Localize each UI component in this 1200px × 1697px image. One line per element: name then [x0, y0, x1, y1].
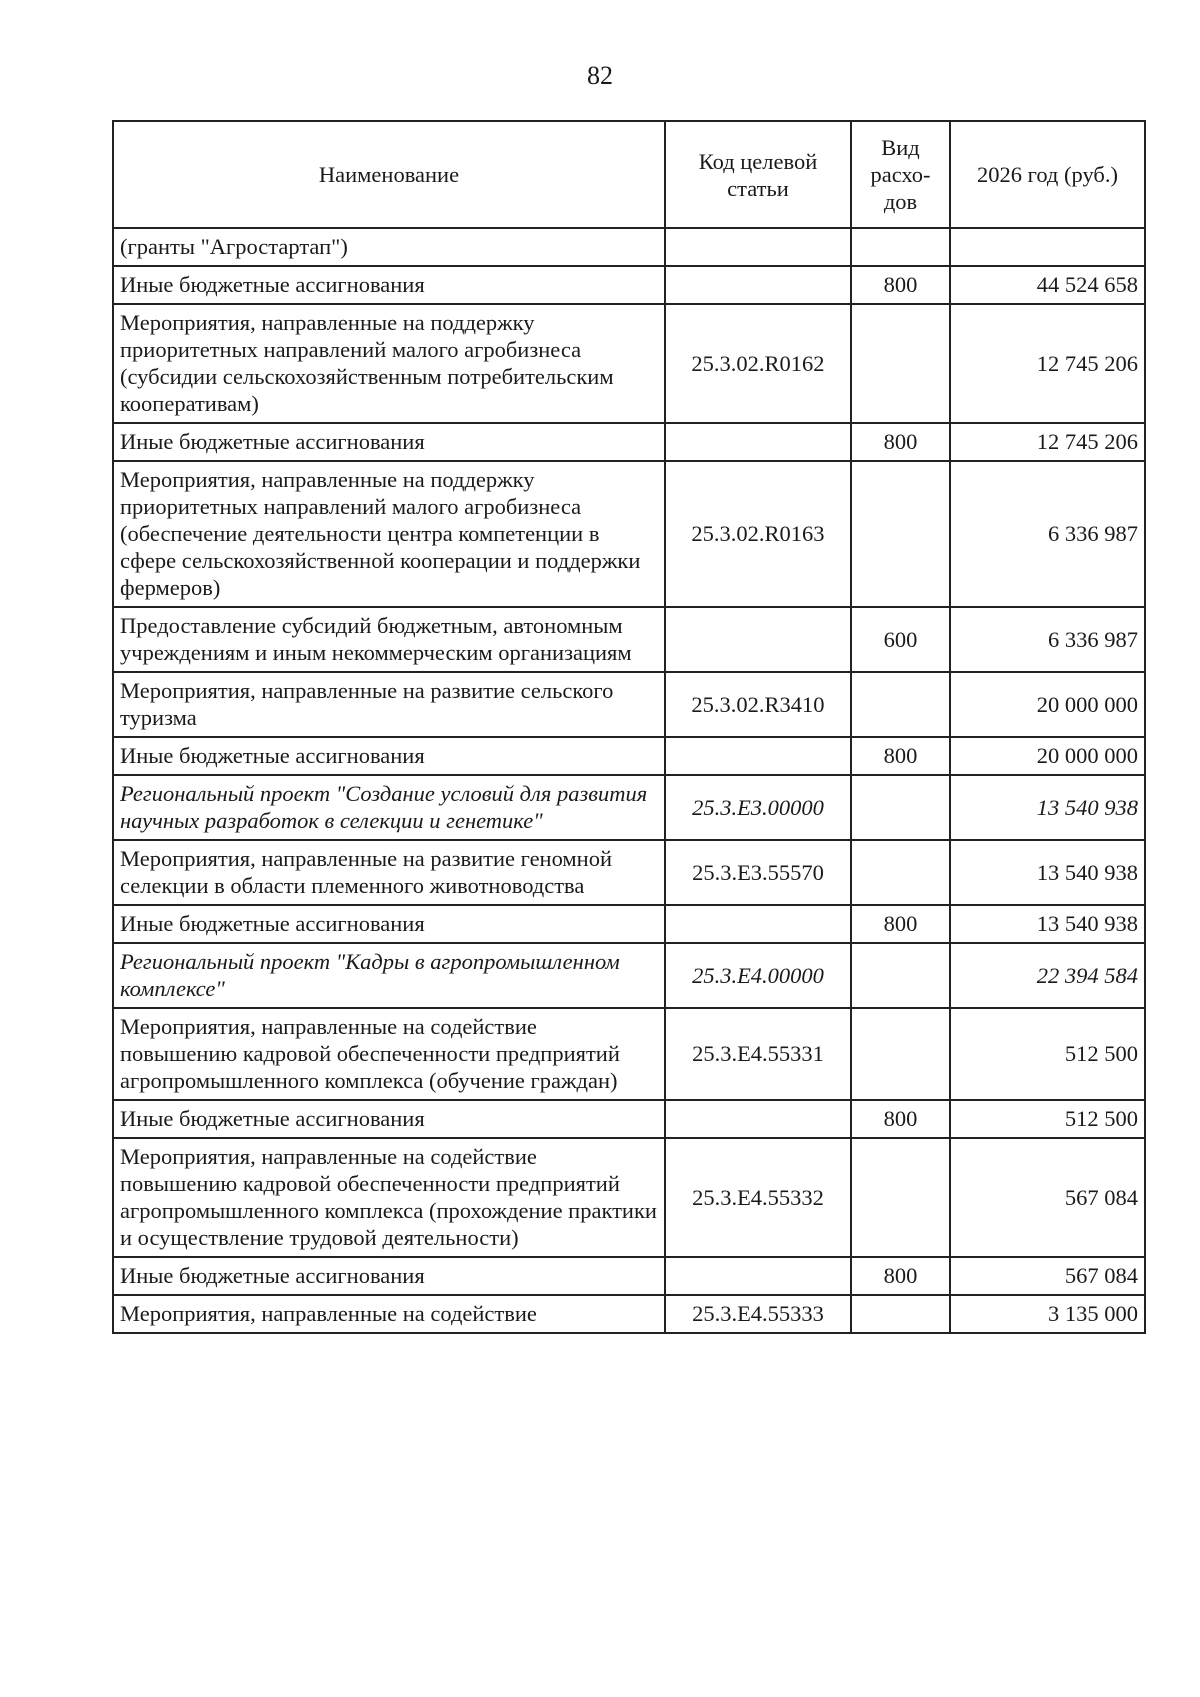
row-code-cell: 25.3.02.R3410 [665, 672, 851, 737]
row-amount-cell: 12 745 206 [950, 304, 1145, 423]
row-name-cell: Мероприятия, направленные на развитие сельского туризма [113, 672, 665, 737]
table-row [113, 840, 1145, 905]
row-kind-cell [851, 775, 950, 840]
row-amount-cell: 567 084 [950, 1138, 1145, 1257]
row-name-cell: Иные бюджетные ассигнования [113, 905, 665, 943]
row-amount-cell: 6 336 987 [950, 607, 1145, 672]
row-code-cell: 25.3.02.R0162 [665, 304, 851, 423]
row-name-cell: Мероприятия, направленные на содействие [113, 1295, 665, 1333]
row-amount-cell: 22 394 584 [950, 943, 1145, 1008]
row-kind-cell [851, 228, 950, 266]
row-code-cell [665, 905, 851, 943]
row-kind-cell [851, 461, 950, 607]
row-kind-cell: 800 [851, 266, 950, 304]
row-kind-cell [851, 1138, 950, 1257]
row-name-cell: Региональный проект "Создание условий для развития научных разработок в селекции и генетике" [113, 775, 665, 840]
table-row [113, 737, 1145, 775]
table-row [113, 1295, 1145, 1333]
row-kind-cell [851, 943, 950, 1008]
row-name-cell: Иные бюджетные ассигнования [113, 266, 665, 304]
row-name-cell: Иные бюджетные ассигнования [113, 423, 665, 461]
row-kind-cell [851, 1008, 950, 1100]
row-name-cell: Мероприятия, направленные на содействие повышению кадровой обеспеченности предприятий агропромышленного комплекса (обучение граждан) [113, 1008, 665, 1100]
row-kind-cell [851, 672, 950, 737]
row-name-cell: Региональный проект "Кадры в агропромышленном комплексе" [113, 943, 665, 1008]
row-code-cell: 25.3.E4.00000 [665, 943, 851, 1008]
row-kind-cell: 800 [851, 1257, 950, 1295]
row-amount-cell: 567 084 [950, 1257, 1145, 1295]
row-amount-cell: 12 745 206 [950, 423, 1145, 461]
row-amount-cell: 13 540 938 [950, 905, 1145, 943]
page-number: 82 [587, 61, 613, 90]
row-code-cell: 25.3.E4.55332 [665, 1138, 851, 1257]
row-amount-cell: 13 540 938 [950, 840, 1145, 905]
row-name-cell: Иные бюджетные ассигнования [113, 1100, 665, 1138]
row-amount-cell [950, 228, 1145, 266]
row-kind-cell [851, 840, 950, 905]
row-name-cell: Мероприятия, направленные на поддержку приоритетных направлений малого агробизнеса (обеспечение деятельности центра компетенции в сфере сельскохозяйственной кооперации и поддержки фермеров) [113, 461, 665, 607]
row-name-cell: Мероприятия, направленные на развитие геномной селекции в области племенного животноводства [113, 840, 665, 905]
row-kind-cell: 800 [851, 423, 950, 461]
row-code-cell [665, 423, 851, 461]
row-code-cell [665, 1257, 851, 1295]
table-row [113, 905, 1145, 943]
row-name-cell: Мероприятия, направленные на содействие повышению кадровой обеспеченности предприятий агропромышленного комплекса (прохождение практики и осуществление трудовой деятельности) [113, 1138, 665, 1257]
row-code-cell [665, 228, 851, 266]
header-kind: Вид расхо-дов [851, 121, 950, 228]
table-row [113, 1138, 1145, 1257]
table-row [113, 304, 1145, 423]
budget-table [112, 120, 1146, 1334]
table-row [113, 423, 1145, 461]
row-code-cell: 25.3.02.R0163 [665, 461, 851, 607]
row-amount-cell: 512 500 [950, 1008, 1145, 1100]
row-code-cell [665, 266, 851, 304]
table-row [113, 775, 1145, 840]
row-name-cell: Предоставление субсидий бюджетным, автономным учреждениям и иным некоммерческим организациям [113, 607, 665, 672]
row-code-cell: 25.3.E4.55333 [665, 1295, 851, 1333]
table-row [113, 607, 1145, 672]
row-name-cell: Мероприятия, направленные на поддержку приоритетных направлений малого агробизнеса (субсидии сельскохозяйственным потребительским кооперативам) [113, 304, 665, 423]
row-code-cell [665, 1100, 851, 1138]
table-row [113, 943, 1145, 1008]
row-amount-cell: 3 135 000 [950, 1295, 1145, 1333]
table-header-row [113, 121, 1145, 228]
row-kind-cell: 800 [851, 737, 950, 775]
row-amount-cell: 512 500 [950, 1100, 1145, 1138]
table-body [113, 228, 1145, 1333]
row-amount-cell: 20 000 000 [950, 672, 1145, 737]
row-code-cell [665, 607, 851, 672]
row-code-cell [665, 737, 851, 775]
table-row [113, 1008, 1145, 1100]
row-amount-cell: 6 336 987 [950, 461, 1145, 607]
row-kind-cell [851, 1295, 950, 1333]
row-code-cell: 25.3.E4.55331 [665, 1008, 851, 1100]
row-code-cell: 25.3.E3.00000 [665, 775, 851, 840]
table-row [113, 228, 1145, 266]
table-row [113, 672, 1145, 737]
row-name-cell: Иные бюджетные ассигнования [113, 737, 665, 775]
row-name-cell: Иные бюджетные ассигнования [113, 1257, 665, 1295]
row-kind-cell [851, 304, 950, 423]
table-row [113, 266, 1145, 304]
table-row [113, 1100, 1145, 1138]
row-amount-cell: 44 524 658 [950, 266, 1145, 304]
row-kind-cell: 800 [851, 905, 950, 943]
row-code-cell: 25.3.E3.55570 [665, 840, 851, 905]
row-amount-cell: 13 540 938 [950, 775, 1145, 840]
header-code: Код целевой статьи [665, 121, 851, 228]
table-row [113, 1257, 1145, 1295]
row-name-cell: (гранты "Агростартап") [113, 228, 665, 266]
row-kind-cell: 800 [851, 1100, 950, 1138]
header-name: Наименование [113, 121, 665, 228]
table-row [113, 461, 1145, 607]
row-kind-cell: 600 [851, 607, 950, 672]
row-amount-cell: 20 000 000 [950, 737, 1145, 775]
header-year: 2026 год (руб.) [950, 121, 1145, 228]
